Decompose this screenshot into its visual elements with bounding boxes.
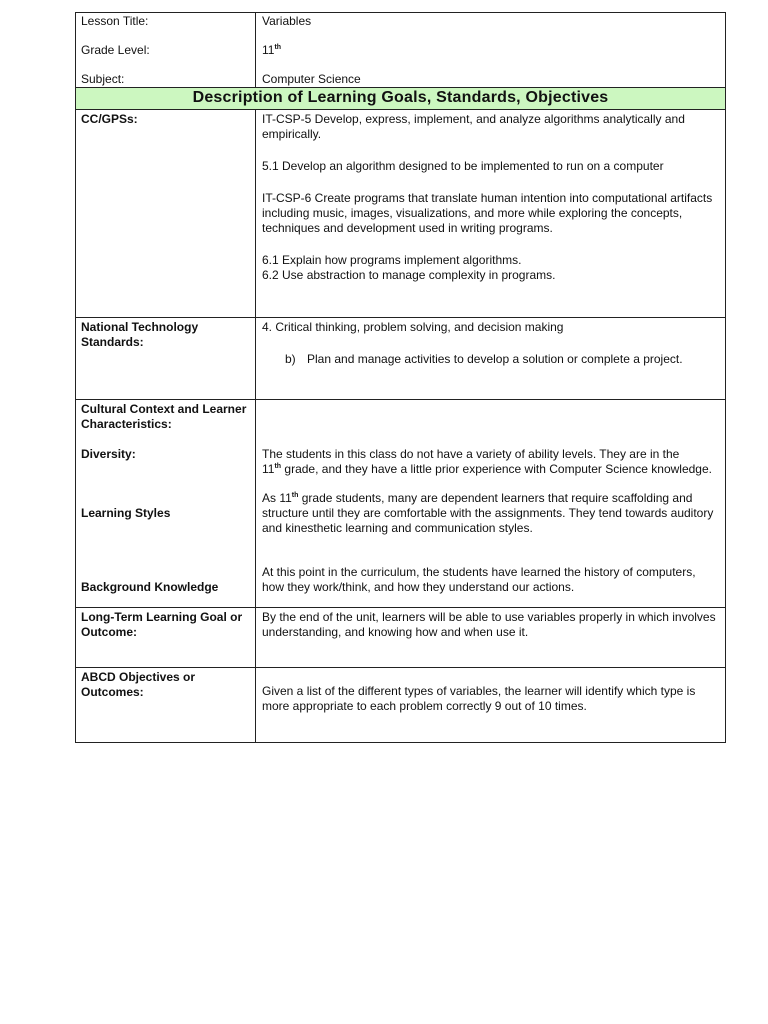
learning-styles-suffix: th — [291, 492, 299, 499]
learning-styles-label: Learning Styles — [81, 506, 171, 520]
longterm-text: By the end of the unit, learners will be able to use variables properly in which involves understanding, and knowing how and when use it. — [262, 610, 716, 639]
ccgps-standard-6-2: 6.2 Use abstraction to manage complexity in programs. — [262, 268, 556, 282]
abcd-row — [76, 667, 725, 742]
header-row — [76, 13, 725, 87]
diversity-text-end: grade, and they have a little prior experience with Computer Science knowledge. — [281, 462, 712, 476]
diversity-grade-number: 11 — [262, 462, 275, 476]
nts-item-4: 4. Critical thinking, problem solving, and decision making — [262, 320, 564, 334]
grade-level-number: 11 — [262, 43, 275, 57]
longterm-row — [76, 607, 725, 667]
abcd-text: Given a list of the different types of variables, the learner will identify which type is more appropriate to each problem correctly 9 out of 10 times. — [262, 684, 696, 713]
ccgps-standard-6-1: 6.1 Explain how programs implement algorithms. — [262, 253, 522, 267]
nts-subitem-b — [262, 352, 719, 367]
diversity-text-start: The students in this class do not have a variety of ability levels. They are in the — [262, 447, 680, 461]
learning-styles-prefix: As 11 — [262, 491, 292, 505]
nts-label: National Technology Standards: — [76, 318, 256, 399]
longterm-label: Long-Term Learning Goal or Outcome: — [76, 608, 256, 667]
ccgps-row — [76, 109, 725, 317]
header-values — [256, 13, 725, 87]
abcd-label: ABCD Objectives or Outcomes: — [76, 668, 256, 742]
ccgps-standard-6: IT-CSP-6 Create programs that translate human intention into computational artifacts including music, images, visualizations, and more while exploring the concepts, techniques and development used in writing programs. — [262, 191, 713, 235]
ccgps-label: CC/GPSs: — [76, 110, 256, 317]
ccgps-standard-5-1: 5.1 Develop an algorithm designed to be implemented to run on a computer — [262, 159, 664, 173]
header-labels — [76, 13, 256, 87]
context-labels — [76, 400, 256, 607]
lesson-plan-table — [75, 12, 726, 743]
context-label: Cultural Context and Learner Characteristics: — [81, 402, 247, 431]
background-knowledge-text: At this point in the curriculum, the students have learned the history of computers, how they work/think, and how they understand our actions. — [262, 565, 696, 594]
context-content — [256, 400, 725, 607]
grade-level-label: Grade Level: — [81, 43, 150, 57]
lesson-title-label: Lesson Title: — [81, 14, 149, 28]
subject-label: Subject: — [81, 72, 125, 86]
diversity-text — [262, 447, 719, 477]
ccgps-content — [256, 110, 725, 317]
subject-value: Computer Science — [262, 72, 361, 86]
nts-subitem-text: Plan and manage activities to develop a solution or complete a project. — [307, 352, 683, 366]
grade-level-value — [262, 43, 719, 58]
ccgps-standard-5: IT-CSP-5 Develop, express, implement, and analyze algorithms analytically and empirically. — [262, 112, 685, 141]
diversity-label: Diversity: — [81, 447, 136, 461]
context-row — [76, 399, 725, 607]
diversity-grade-suffix: th — [274, 463, 282, 470]
nts-content — [256, 318, 725, 399]
grade-level-suffix: th — [274, 44, 282, 51]
abcd-content — [256, 668, 725, 742]
lesson-title-value: Variables — [262, 14, 312, 28]
learning-styles-text — [262, 491, 719, 536]
learning-styles-body: grade students, many are dependent learners that require scaffolding and structure until they are comfortable with the assignments. They tend towards auditory and kinesthetic learning and communication styles. — [262, 491, 714, 535]
section-banner: Description of Learning Goals, Standards, Objectives — [76, 87, 725, 109]
nts-row — [76, 317, 725, 399]
background-knowledge-label: Background Knowledge — [81, 580, 219, 594]
nts-subitem-marker: b) — [285, 352, 296, 366]
